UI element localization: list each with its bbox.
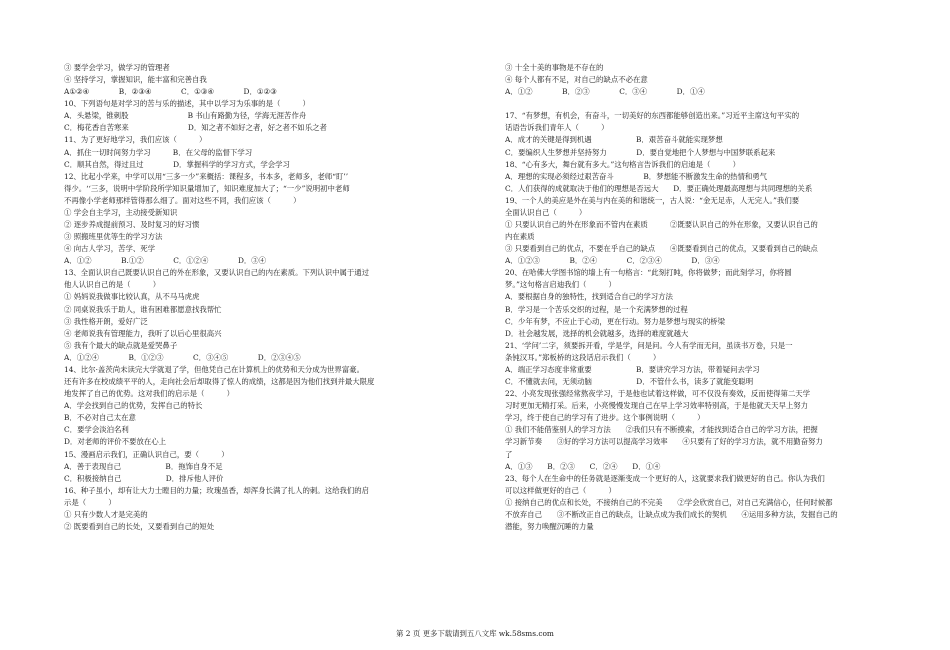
text-line: D．对老师的评价不要放在心上 xyxy=(64,437,167,447)
text-line: A．抓住一切时间努力学习 B．在父母的监督下学习 xyxy=(64,147,253,157)
text-line: 不放弃自己 ③不断改正自己的缺点，让缺点成为我们成长的契机 ④运用多种方法，发掘自己的 xyxy=(505,509,838,519)
text-line: ④ 向古人学习，苦学、死学 xyxy=(64,244,156,254)
text-line: 学习，终于使自己的学习有了进步。这个事例说明（ ） xyxy=(505,413,705,423)
text-line: 不再像小学老师那样管得那么细了。面对这些不同，我们应该（ ） xyxy=(64,195,301,205)
text-line: 地发挥了自己的优势。这对我们的启示是（ ） xyxy=(64,389,234,399)
text-line: 还有许多在校成绩平平的人，走向社会后却取得了惊人的成绩，这都是因为他们找到并最大限度 xyxy=(64,377,375,387)
text-line: ④ 坚持学习，掌握知识，能丰富和完善自我 xyxy=(64,75,207,85)
text-line: 学习新节奏 ③好的学习方法可以提高学习效率 ④只要有了好的学习方法，就不用勤奋努力 xyxy=(505,437,823,447)
text-line: 19、一个人的美应是外在美与内在美的和谐统一，古人说：“金无足赤，人无完人。”我们要 xyxy=(505,195,800,205)
text-line: A．①②③ B．②④ C．②③④ D．③④ xyxy=(505,256,720,266)
text-line: A．①② B.①② C．①②④ D．③④ xyxy=(64,256,267,266)
right-column xyxy=(505,62,920,533)
text-line: 18、“心有多大，舞台就有多大。”这句格言告诉我们的启迪是（ ） xyxy=(505,159,740,169)
text-line: ③ 我性格开朗，爱好广泛 xyxy=(64,316,148,326)
text-line: 话语告诉我们青年人（ ） xyxy=(505,123,609,133)
text-line: ② 既要看到自己的长处，又要看到自己的短处 xyxy=(64,521,215,531)
text-line: ① 接纳自己的优点和长处，不接纳自己的不完美 ②学会欣赏自己，对自己充满信心，任何时候都 xyxy=(505,497,833,507)
text-line: A．①③ B．②③ C．②④ D．①④ xyxy=(505,461,661,471)
text-line: A．理想的实现必须经过艰苦奋斗 B．梦想能不断激发生命的热情和勇气 xyxy=(505,171,768,181)
text-line: C．要编织人生梦想并坚持努力 D．要自觉地把个人梦想与中国梦联系起来 xyxy=(505,147,776,157)
text-line: A．端正学习态度非常重要 B．要讲究学习方法，带着疑问去学习 xyxy=(505,364,760,374)
text-line: 21、‘学问’二字，须要拆开看，学是学，问是问。今人有学而无问，虽读书万卷，只是一 xyxy=(505,340,793,350)
text-line: C．要学会淡泊名利 xyxy=(64,425,129,435)
text-line: 了 xyxy=(505,449,513,459)
text-line: 习时更加无精打采。后来，小亮慢慢发现自己在早上学习效率特别高，于是他就天天早上努力 xyxy=(505,401,809,411)
text-line: ③ 要学会学习，做学习的管理者 xyxy=(64,63,170,72)
text-line: C．顺其自然，得过且过 D．掌握科学的学习方式，学会学习 xyxy=(64,159,290,169)
text-line: 15、漫画启示我们，正确认识自己，要（ ） xyxy=(64,449,229,459)
text-line: A．成才的关键是得到机遇 B．艰苦奋斗就能实现梦想 xyxy=(505,135,723,145)
text-line: C．少年有梦，不应止于心动，更在行动。努力是梦想与现实的桥梁 xyxy=(505,316,725,326)
left-column xyxy=(64,62,474,533)
text-line: ④ 每个人都有不足，对自己的缺点不必在意 xyxy=(505,75,648,85)
text-line: A．①② B．②③ C．③④ D．①④ xyxy=(505,87,705,97)
text-line: A．①②④ B．①②③ C．③④⑤ D．②③④⑤ xyxy=(64,352,301,362)
text-line: B．不必对自己太在意 xyxy=(64,413,136,423)
text-line: 得少。‘‘三多，说明中学阶段所学知识量增加了，知识难度加大了；“一少”说明初中老师 xyxy=(64,183,350,193)
text-line: 20、在哈佛大学图书馆的墙上有一句格言：“此刻打盹，你将做梦；而此刻学习，你将圆 xyxy=(505,268,792,278)
text-line: 14、比尔·盖茨尚未读完大学就退了学，但他凭自己在计算机上的优势和天分成为世界富豪。 xyxy=(64,364,364,374)
text-line: 11、为了更好地学习，我们应该（ ） xyxy=(64,135,207,145)
text-line: ③ 只要看到自己的优点，不要在乎自己的缺点 ④既要看到自己的优点，又要看到自己的缺点 xyxy=(505,244,818,254)
text-line: ③ 十全十美的事物是不存在的 xyxy=(505,63,604,72)
text-line: 17、“有梦想，有机会，有奋斗，一切美好的东西都能够创造出来。”习近平主席这句平实的 xyxy=(505,111,800,121)
text-line: ① 我们不能借鉴别人的学习方法 ②我们只有不断摸索，才能找到适合自己的学习方法，把握 xyxy=(505,425,818,435)
text-line: ① 只有少数人才是完美的 xyxy=(64,509,148,519)
text-line: ② 逐步养成提前预习、及时复习的好习惯 xyxy=(64,220,200,230)
text-line xyxy=(505,98,920,110)
text-line: ④ 老师说我有管理能力，我听了以后心里很高兴 xyxy=(64,328,222,338)
text-line: 可以这样做更好的自己（ ） xyxy=(505,485,616,495)
text-line: 示是（ ） xyxy=(64,497,116,507)
text-line: 13、全面认识自己既要认识自己的外在形象，又要认识自己的内在素质。下列认识中属于通过 xyxy=(64,268,370,278)
text-line: 16、种子虽小，却有让大力士瞠目的力量；玫瑰虽香，却浑身长满了扎人的刺。这给我们的启 xyxy=(64,485,370,495)
text-line: 12、比起小学来，中学可以用“三多一少”来概括：课程多，书本多，老师多，老师“盯’’ xyxy=(64,171,349,181)
text-line: A．学会找到自己的优势，发挥自己的特长 xyxy=(64,401,203,411)
text-line: A①②④ B．②③④ C．①③④ D．①②③ xyxy=(64,87,277,97)
text-line: C．人们获得的成就取决于他们的理想是否远大 D．要正确处理最高理想与共同理想的关系 xyxy=(505,183,813,193)
text-line: C．不懂就去问，无须动脑 D．不管什么书，读多了就能变聪明 xyxy=(505,377,754,387)
text-line: 他人认识自己的是（ ） xyxy=(64,280,161,290)
text-line: B．学习是一个苦乐交织的过程，是一个充满梦想的过程 xyxy=(505,304,688,314)
text-line: 条钝汉耳。”郑板桥的这段话启示我们（ ） xyxy=(505,352,661,362)
text-line: A．善于表现自己 B．拖饰自身不足 xyxy=(64,461,223,471)
text-line: ① 妈妈说我做事比较认真，从不马马虎虎 xyxy=(64,292,200,302)
text-line: A．头悬梁，锥刺股 B 书山有路勤为径，学海无涯苦作舟 xyxy=(64,111,307,121)
text-line: D．社会越发展，选择的机会就越多，选择的难度就越大 xyxy=(505,328,689,338)
page-footer: 第 2 页 更多下载请到五八文库 wk.58sms.com xyxy=(396,629,554,638)
text-line: ① 学会自主学习，主动接受新知识 xyxy=(64,207,178,217)
text-line: 22、小亮发现张强经常熬夜学习，于是他也试着这样做，可不仅没有奏效，反而使得第二天学 xyxy=(505,389,811,399)
text-line: ① 只要认识自己的外在形象而不管内在素质 ②既要认识自己的外在形象，又要认识自己的 xyxy=(505,220,818,230)
text-line: ② 同桌说我乐于助人，谁有困难都愿意找我帮忙 xyxy=(64,304,222,314)
text-line: 内在素质 xyxy=(505,232,535,242)
text-line: 10、下列语句是对学习的苦与乐的描述，其中以学习为乐事的是（ ） xyxy=(64,99,310,109)
text-line: C．梅花香自苦寒来 D．知之者不如好之者，好之者不如乐之者 xyxy=(64,123,327,133)
text-line: 全面认识自己（ ） xyxy=(505,207,587,217)
text-line: 23、每个人在生命中的任务就是逐渐变成一个更好的人，这就要求我们做更好的自己。你认为我们 xyxy=(505,473,825,483)
text-line: ⑤ 我有个最大的缺点就是爱哭鼻子 xyxy=(64,340,178,350)
text-line: 梦。”这句格言启迪我们（ ） xyxy=(505,280,616,290)
text-line: 潜能，努力唤醒沉睡的力量 xyxy=(505,521,594,531)
text-line: A．要根据自身的独特性，找到适合自己的学习方法 xyxy=(505,292,673,302)
text-line: C．积极接纳自己 D．排斥他人评价 xyxy=(64,473,224,483)
text-line: ③ 照搬班里优等生的学习方法 xyxy=(64,232,163,242)
